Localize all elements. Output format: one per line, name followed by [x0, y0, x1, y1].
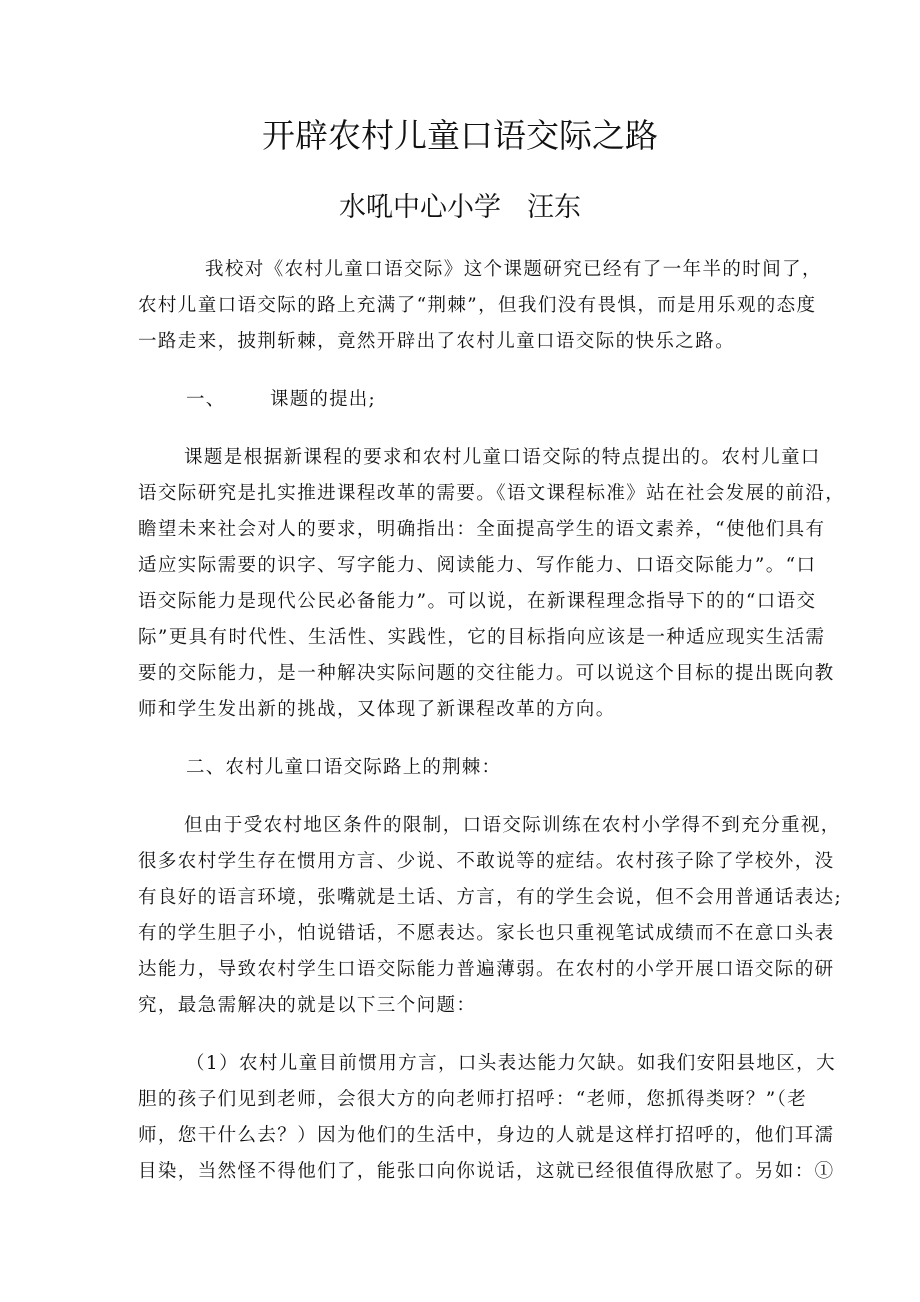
- school-name: 水吼中心小学: [339, 192, 501, 223]
- section-1-line: 课题是根据新课程的要求和农村儿童口语交际的特点提出的。农村儿童口: [184, 447, 821, 468]
- item-1-line: 目染，当然怪不得他们了，能张口向你说话，这就已经很值得欣慰了。另如：①: [138, 1161, 835, 1182]
- section-2-line: 究，最急需解决的就是以下三个问题：: [138, 995, 477, 1016]
- section-1-line: 要的交际能力，是一种解决实际问题的交往能力。可以说这个目标的提出既向教: [138, 663, 835, 684]
- section-1-line: 适应实际需要的识字、写字能力、阅读能力、写作能力、口语交际能力”。“口: [138, 555, 817, 576]
- document-title: 开辟农村儿童口语交际之路: [262, 116, 658, 155]
- item-1-line: 胆的孩子们见到老师，会很大方的向老师打招呼：“老师，您抓得类呀？”（老: [138, 1089, 808, 1110]
- intro-line: 一路走来，披荆斩棘，竟然开辟出了农村儿童口语交际的快乐之路。: [138, 331, 736, 352]
- intro-line: 我校对《农村儿童口语交际》这个课题研究已经有了一年半的时间了，: [205, 259, 822, 280]
- section-2-line: 达能力，导致农村学生口语交际能力普遍薄弱。在农村的小学开展口语交际的研: [138, 959, 835, 980]
- item-1-line: （1）农村儿童目前惯用方言，口头表达能力欠缺。如我们安阳县地区，大: [186, 1053, 836, 1074]
- section-1-line: 语交际研究是扎实推进课程改革的需要。《语文课程标准》站在社会发展的前沿，: [138, 483, 846, 504]
- item-1-line: 师，您干什么去？）因为他们的生活中，身边的人就是这样打招呼的，他们耳濡: [138, 1125, 835, 1146]
- author-name: 汪东: [527, 192, 581, 223]
- section-2-heading: 二、农村儿童口语交际路上的荆棘：: [186, 757, 502, 778]
- section-1-line: 语交际能力是现代公民必备能力”。可以说，在新课程理念指导下的的“口语交: [138, 591, 817, 612]
- author-line: [0, 188, 920, 228]
- section-1-line: 瞻望未来社会对人的要求，明确指出：全面提高学生的语文素养，“使他们具有: [138, 519, 826, 540]
- section-1-line: 际”更具有时代性、生活性、实践性，它的目标指向应该是一种适应现实生活需: [138, 627, 826, 648]
- section-2-line: 但由于受农村地区条件的限制，口语交际训练在农村小学得不到充分重视，: [184, 815, 841, 836]
- section-1-heading: 课题的提出;: [270, 389, 376, 410]
- section-2-line: 有的学生胆子小，怕说错话，不愿表达。家长也只重视笔试成绩而不在意口头表: [138, 923, 835, 944]
- section-1-line: 师和学生发出新的挑战，又体现了新课程改革的方向。: [138, 699, 616, 720]
- section-1-number: 一、: [186, 389, 226, 410]
- intro-line: 农村儿童口语交际的路上充满了“荆棘”，但我们没有畏惧，而是用乐观的态度: [138, 295, 817, 316]
- section-2-line: 很多农村学生存在惯用方言、少说、不敢说等的症结。农村孩子除了学校外，没: [138, 851, 835, 872]
- section-2-line: 有良好的语言环境，张嘴就是土话、方言，有的学生会说，但不会用普通话表达;: [138, 887, 843, 908]
